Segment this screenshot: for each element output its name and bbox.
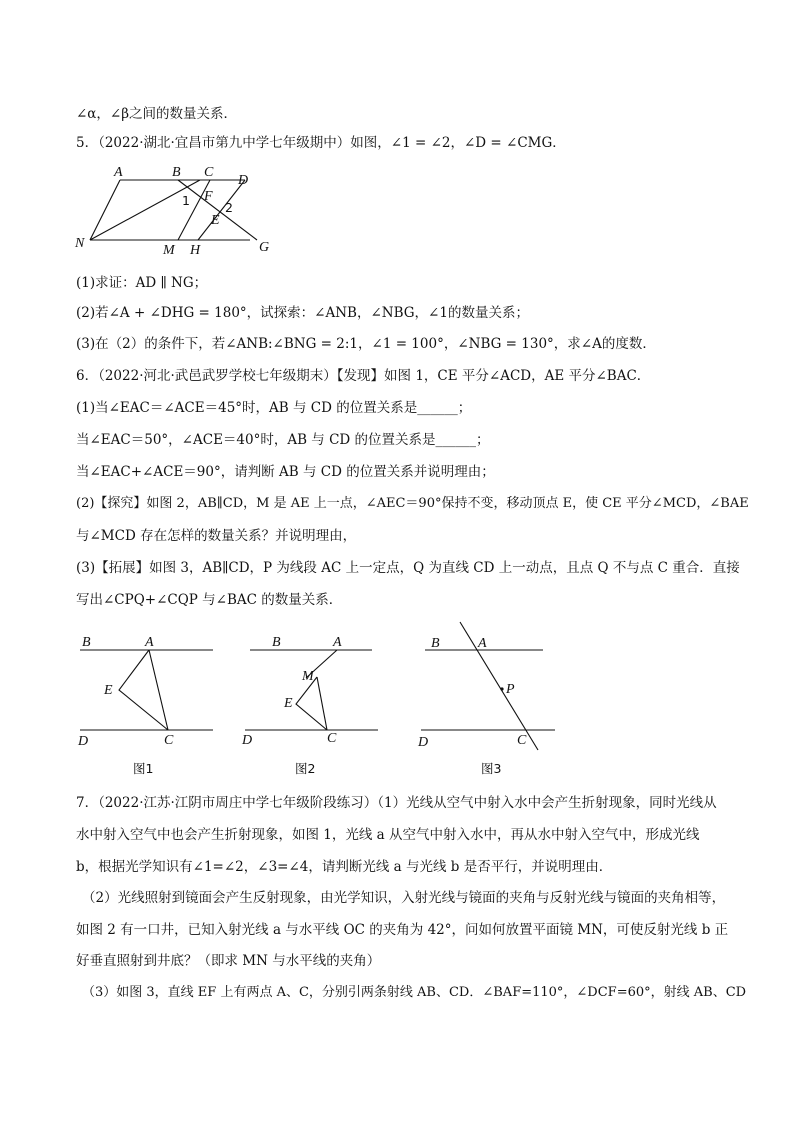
line-NC xyxy=(90,180,200,240)
label-angle-2: 2 xyxy=(225,200,233,215)
label-E: E xyxy=(284,696,293,711)
q6-part-1c: 当∠EAC+∠ACE＝90°，请判断 AB 与 CD 的位置关系并说明理由； xyxy=(76,464,495,480)
label-H: H xyxy=(190,243,201,258)
q7-part-3a: （3）如图 3，直线 EF 上有两点 A、C，分别引两条射线 AB、CD．∠BAF=110°，∠DCF=60°，射线 AB、CD xyxy=(82,985,747,1000)
question-7-line-1: 7．（2022·江苏·江阴市周庄中学七年级阶段练习）（1）光线从空气中射入水中会产生折射现象，同时光线从 xyxy=(76,795,717,811)
path-AEC xyxy=(119,650,168,730)
q5-part-1: (1)求证：AD ∥ NG； xyxy=(76,275,208,291)
label-N: N xyxy=(75,236,85,251)
label-B: B xyxy=(172,165,181,180)
line-AC xyxy=(460,622,538,750)
caption-fig-3: 图3 xyxy=(481,761,502,776)
q5-part-2: (2)若∠A + ∠DHG = 180°，试探索：∠ANB，∠NBG，∠1的数量关系； xyxy=(76,305,529,321)
label-E: E xyxy=(211,213,220,228)
label-B: B xyxy=(82,635,91,650)
caption-fig-1: 图1 xyxy=(133,761,154,776)
label-angle-1: 1 xyxy=(182,193,190,208)
line-AC xyxy=(149,650,168,730)
question-6-header: 6．（2022·河北·武邑武罗学校七年级期末）【发现】如图 1，CE 平分∠ACD，AE 平分∠BAC． xyxy=(76,368,651,384)
label-C: C xyxy=(164,733,174,748)
label-A: A xyxy=(145,635,154,650)
line-BG xyxy=(178,180,257,240)
label-M: M xyxy=(302,669,314,684)
label-A: A xyxy=(114,165,123,180)
label-B: B xyxy=(272,635,281,650)
label-M: M xyxy=(163,243,175,258)
label-C: C xyxy=(327,731,337,746)
q7-part-2b: 如图 2 有一口井，已知入射光线 a 与水平线 OC 的夹角为 42°，问如何放置平面镜 MN，可使反射光线 b 正 xyxy=(76,922,729,938)
label-A: A xyxy=(333,635,342,650)
point-P xyxy=(500,687,503,690)
label-E: E xyxy=(104,683,113,698)
q6-part-3b: 写出∠CPQ+∠CQP 与∠BAC 的数量关系． xyxy=(76,592,343,608)
label-A: A xyxy=(478,636,487,651)
q6-part-2b: 与∠MCD 存在怎样的数量关系？并说明理由， xyxy=(76,528,357,544)
label-D: D xyxy=(238,173,249,188)
q6-figure-3 xyxy=(413,618,563,778)
label-B: B xyxy=(431,636,440,651)
label-D: D xyxy=(78,734,89,749)
label-P: P xyxy=(506,682,515,697)
q7-part-2a: （2）光线照射到镜面会产生反射现象，由光学知识，入射光线与镜面的夹角与反射光线与镜面的夹角相等， xyxy=(82,890,726,906)
q5-figure xyxy=(70,162,290,262)
q6-part-1b: 当∠EAC＝50°，∠ACE＝40°时，AB 与 CD 的位置关系是______； xyxy=(76,432,490,448)
q6-part-3a: (3)【拓展】如图 3，AB∥CD，P 为线段 AC 上一定点，Q 为直线 CD 上一动点，且点 Q 不与点 C 重合．直接 xyxy=(76,560,740,576)
line-MC xyxy=(317,677,327,730)
q6-figure-1 xyxy=(75,632,220,777)
line-AN xyxy=(90,180,120,240)
label-D: D xyxy=(242,733,253,748)
label-C: C xyxy=(204,165,214,180)
q6-part-2a: (2)【探究】如图 2，AB∥CD，M 是 AE 上一点，∠AEC＝90°保持不变，移动顶点 E，使 CE 平分∠MCD，∠BAE xyxy=(76,496,749,511)
q6-figure-2 xyxy=(240,632,385,777)
label-C: C xyxy=(517,733,527,748)
caption-fig-2: 图2 xyxy=(295,761,316,776)
label-G: G xyxy=(259,240,270,255)
q5-part-3: (3)在（2）的条件下，若∠ANB:∠BNG = 2:1，∠1 = 100°，∠NBG = 130°，求∠A的度数． xyxy=(76,336,656,352)
question-5-header: 5．（2022·湖北·宜昌市第九中学七年级期中）如图，∠1 = ∠2，∠D = ∠CMG． xyxy=(76,135,566,151)
q6-part-1a: (1)当∠EAC＝∠ACE＝45°时，AB 与 CD 的位置关系是______； xyxy=(76,400,472,416)
label-D: D xyxy=(418,735,429,750)
q7-part-2c: 好垂直照射到井底？（即求 MN 与水平线的夹角） xyxy=(76,953,381,969)
question-7-line-3: b，根据光学知识有∠1=∠2，∠3=∠4，请判断光线 a 与光线 b 是否平行，并说明理由． xyxy=(76,859,613,875)
label-F: F xyxy=(204,189,213,204)
question-7-line-2: 水中射入空气中也会产生折射现象，如图 1，光线 a 从空气中射入水中，再从水中射入空气中，形成光线 xyxy=(76,827,700,843)
text-line-1: ∠α，∠β之间的数量关系． xyxy=(76,106,238,122)
